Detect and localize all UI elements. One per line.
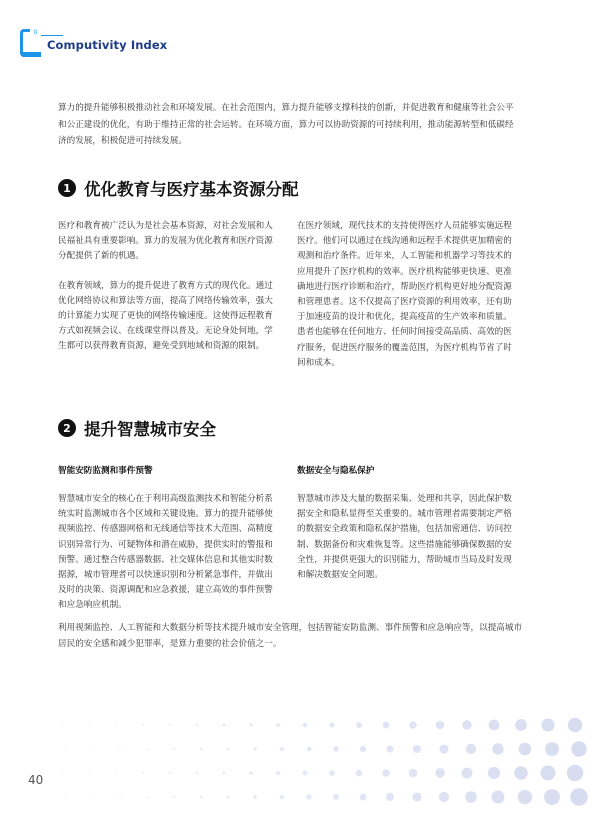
decorative-dot xyxy=(568,718,582,732)
section-1-heading xyxy=(58,176,299,200)
section-1-left-paragraph-2: 在教育领域，算力的提升促进了教育方式的现代化。通过优化网络协议和算法等方面，提高了网络传输效率，强大的计算能力实现了更快的网络传输速度。这使得远程教育方式如视频会议、在线课堂得以普及。无论身处何地，学生都可以获得教育资源，避免受到地域和资源的限制。 xyxy=(58,280,273,352)
decorative-dot xyxy=(462,768,473,779)
computivity-index-logo xyxy=(20,29,168,59)
decorative-dot xyxy=(226,795,229,798)
section-2-heading xyxy=(58,416,216,440)
decorative-dot xyxy=(386,793,394,801)
decorative-dot xyxy=(360,794,367,801)
decorative-dot xyxy=(200,748,203,751)
decorative-dot xyxy=(409,721,417,729)
decorative-dot xyxy=(173,796,175,798)
decorative-dot xyxy=(541,718,554,731)
section-2-left-column xyxy=(58,492,280,628)
section-2-number-badge: 2 xyxy=(58,419,76,437)
section-1-title: 优化教育与医疗基本资源分配 xyxy=(84,180,299,199)
decorative-dot xyxy=(439,744,448,753)
decorative-dot xyxy=(276,771,280,775)
decorative-dot xyxy=(333,746,338,751)
section-2-right-paragraph: 智慧城市涉及大量的数据采集、处理和共享，因此保护数据安全和隐私显得至关重要的。城市管理者需要制定严格的数据安全政策和隐私保护措施，包括加密通信、访问控制、数据备份和灾难恢复等。这些措施能够确保数据的安全性，并提供更强大的识别能力，帮助城市当局及时发现和解决数据安全问题。 xyxy=(297,494,512,581)
decorative-dot xyxy=(146,796,148,798)
decorative-dot xyxy=(61,724,63,726)
decorative-dot xyxy=(412,792,421,801)
decorative-dot xyxy=(115,724,117,726)
decorative-dot xyxy=(356,770,363,777)
decorative-dot xyxy=(88,772,90,774)
decorative-dot xyxy=(92,796,94,798)
decorative-dot xyxy=(223,724,226,727)
decorative-dot xyxy=(280,747,284,751)
section-2-left-paragraph: 智慧城市安全的核心在于利用高级监测技术和智能分析系统实时监测城市各个区域和关键设施。算力的提升能够使视频监控、传感器网格和无线通信等技术大范围、高精度识别异常行为、可疑物体和潜在威胁，提供实时的警报和预警。通过整合传感器数据、社交媒体信息和其他实时数据源，城市管理者可以快速识别和分析紧急事件，并做出及时的决策、资源调配和应急救援，建立高效的事件预警和应急响应机制。 xyxy=(58,494,273,611)
decorative-dot xyxy=(360,746,366,752)
decorative-dot xyxy=(169,772,171,774)
decorative-dot xyxy=(303,723,307,727)
decorative-dot xyxy=(200,796,203,799)
decorative-dot xyxy=(119,748,121,750)
section-1-left-column xyxy=(58,219,280,369)
logo-bar-icon xyxy=(23,52,41,57)
section-1-number-badge: 1 xyxy=(58,179,76,197)
decorative-dot xyxy=(386,745,393,752)
decorative-dot xyxy=(142,724,144,726)
decorative-dot xyxy=(544,789,560,805)
decorative-dot xyxy=(329,770,335,776)
decorative-dot xyxy=(570,788,588,806)
decorative-dot xyxy=(253,795,257,799)
section-2-right-subheading: 数据安全与隐私保护 xyxy=(297,466,375,476)
section-2-right-column xyxy=(297,492,519,597)
decorative-dot xyxy=(519,743,532,756)
decorative-dot xyxy=(222,771,225,774)
decorative-dot xyxy=(465,791,477,803)
decorative-dot xyxy=(409,769,418,778)
decorative-dot xyxy=(492,791,505,804)
decorative-dot xyxy=(306,794,311,799)
decorative-dot xyxy=(61,772,63,774)
decorative-dot xyxy=(435,768,445,778)
decorative-dot xyxy=(276,723,280,727)
decorative-dot xyxy=(92,748,94,750)
decorative-dot xyxy=(196,724,198,726)
decorative-dot xyxy=(196,772,199,775)
intro-paragraph: 算力的提升能够积极推动社会和环境发展。在社会范围内，算力提升能够支撑科技的创新，并促进教育和健康等社会公平和公正建设的优化，有助于维持正常的社会运转。在环境方面，算力可以协助资源的可持续利用，推动能源转型和低碳经济的发展，积极促进可持续发展。 xyxy=(58,103,514,146)
decorative-dot xyxy=(65,748,67,750)
section-1-right-paragraph-1: 在医疗领域，现代技术的支持使得医疗人员能够实施远程医疗。他们可以通过在线沟通和远程手术提供更加精密的观测和治疗条件。近年来，人工智能和机器学习等技术的应用提升了医疗机构的效率。医疗机构能够更快速、更准确地进行医疗诊断和治疗，帮助医疗机构更好地分配资源和管理患者。这不仅提高了医疗资源的利用效率，还有助于加速疫苗的设计和优化，提高疫苗的生产效率和质量。患者也能够在任何地方、任何时间接受高品质、高效的医疗服务，促进医疗服务的覆盖范围，为医疗机构节省了时间和成本。 xyxy=(297,221,512,368)
decorative-dot xyxy=(567,765,583,781)
decorative-dot xyxy=(383,722,390,729)
page-number: 40 xyxy=(28,773,44,787)
decorative-dot xyxy=(329,722,334,727)
decorative-dot xyxy=(541,766,556,781)
decorative-dot xyxy=(88,724,90,726)
decorative-dot xyxy=(249,723,252,726)
decorative-dot xyxy=(227,748,230,751)
decorative-dot xyxy=(146,748,148,750)
decorative-dot xyxy=(545,742,559,756)
decorative-dot xyxy=(115,772,117,774)
closing-paragraph: 利用视频监控、人工智能和大数据分析等技术提升城市安全管理，包括智能安防监测、事件预警和应急响应等，以提高城市居民的安全感和减少犯罪率，是算力重要的社会价值之一。 xyxy=(58,623,523,649)
decorative-dot xyxy=(488,767,500,779)
decorative-dot xyxy=(333,794,339,800)
decorative-dot xyxy=(303,771,308,776)
logo-mini-text: 算 xyxy=(33,30,39,36)
logo-line-icon xyxy=(41,35,63,36)
decorative-dot xyxy=(462,720,472,730)
logo-text: Computivity Index xyxy=(47,38,168,52)
decorative-dot xyxy=(571,741,586,756)
decorative-dot xyxy=(253,747,256,750)
decorative-dot xyxy=(515,719,527,731)
section-1-left-paragraph-1: 医疗和教育被广泛认为是社会基本资源，对社会发展和人民福祉具有重要影响。算力的发展为优化教育和医疗资源分配提供了新的机遇。 xyxy=(58,221,273,262)
decorative-dot xyxy=(249,771,253,775)
decorative-dot xyxy=(119,796,121,798)
decorative-dot xyxy=(439,792,449,802)
decorative-dot xyxy=(280,795,284,799)
decorative-dot xyxy=(307,747,312,752)
section-2-title: 提升智慧城市安全 xyxy=(84,420,216,439)
decorative-dot xyxy=(356,722,362,728)
section-1-right-column xyxy=(297,219,519,385)
decorative-dot xyxy=(142,772,144,774)
decorative-dot xyxy=(65,796,67,798)
decorative-dot-pattern xyxy=(0,680,600,814)
section-2-left-subheading: 智能安防监测和事件预警 xyxy=(58,466,153,476)
decorative-dot xyxy=(413,745,421,753)
decorative-dot xyxy=(169,724,171,726)
decorative-dot xyxy=(382,769,390,777)
decorative-dot xyxy=(173,748,175,750)
decorative-dot xyxy=(492,743,503,754)
decorative-dot xyxy=(436,721,445,730)
decorative-dot xyxy=(466,744,476,754)
decorative-dot xyxy=(518,790,532,804)
decorative-dot xyxy=(514,766,528,780)
decorative-dot xyxy=(489,720,500,731)
